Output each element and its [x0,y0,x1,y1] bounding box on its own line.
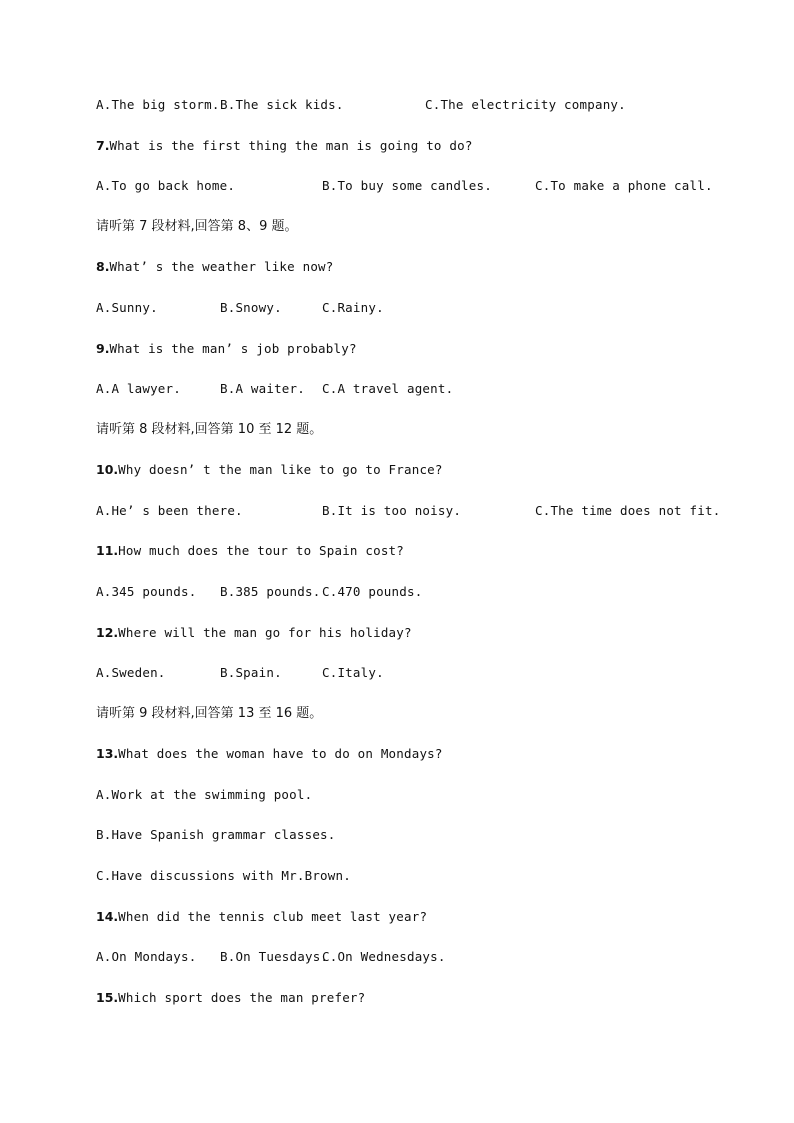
option-a: A.He’ s been there. [96,503,243,518]
option-c: C.Rainy. [322,300,384,315]
question-text: How much does the tour to Spain cost? [118,543,405,558]
question-14 [96,907,427,927]
question-7 [96,136,473,156]
option-c: C.The time does not fit. [535,503,721,518]
question-number: 10. [96,462,119,477]
option-c: C.On Wednesdays. [322,949,446,964]
question-number: 11. [96,543,119,558]
question-13 [96,744,443,764]
question-number: 7. [96,138,110,153]
option-b: B.Have Spanish grammar classes. [96,827,336,842]
option-b: B.On Tuesdays. [220,949,329,964]
question-text: What is the man’ s job probably? [109,341,357,356]
option-c: C.470 pounds. [322,584,423,599]
option-c: C.The electricity company. [425,97,626,112]
question-number: 9. [96,341,110,356]
option-a: A.Sunny. [96,300,158,315]
option-c: C.To make a phone call. [535,178,713,193]
option-a: A.On Mondays. [96,949,197,964]
option-a: A.The big storm. [96,97,220,112]
option-c: C.Have discussions with Mr.Brown. [96,868,351,883]
option-b: B.The sick kids. [220,97,344,112]
question-15 [96,988,365,1008]
option-b: B.385 pounds. [220,584,321,599]
question-number: 15. [96,990,119,1005]
option-c: C.Italy. [322,665,384,680]
question-number: 14. [96,909,119,924]
option-b: B.Snowy. [220,300,282,315]
question-text: When did the tennis club meet last year? [118,909,428,924]
question-10 [96,460,443,480]
question-number: 13. [96,746,119,761]
option-c: C.A travel agent. [322,381,454,396]
question-12 [96,623,412,643]
option-a: A.A lawyer. [96,381,181,396]
option-b: B.It is too noisy. [322,503,462,518]
question-text: Where will the man go for his holiday? [118,625,412,640]
option-a: A.To go back home. [96,178,236,193]
question-number: 12. [96,625,119,640]
section-heading-8: 请听第 8 段材料,回答第 10 至 12 题。 [96,422,323,437]
option-a: A.345 pounds. [96,584,197,599]
option-a: A.Work at the swimming pool. [96,787,313,802]
section-heading-9: 请听第 9 段材料,回答第 13 至 16 题。 [96,706,323,721]
question-11 [96,541,404,561]
option-b: B.To buy some candles. [322,178,492,193]
question-text: What is the first thing the man is going to do? [109,138,473,153]
question-text: What does the woman have to do on Mondays? [118,746,443,761]
question-9 [96,339,357,359]
question-text: Why doesn’ t the man like to go to France? [118,462,443,477]
option-b: B.Spain. [220,665,282,680]
question-number: 8. [96,259,110,274]
question-8 [96,257,334,277]
section-heading-7: 请听第 7 段材料,回答第 8、9 题。 [96,219,298,234]
question-text: What’ s the weather like now? [109,259,334,274]
option-a: A.Sweden. [96,665,166,680]
option-b: B.A waiter. [220,381,305,396]
question-text: Which sport does the man prefer? [118,990,366,1005]
